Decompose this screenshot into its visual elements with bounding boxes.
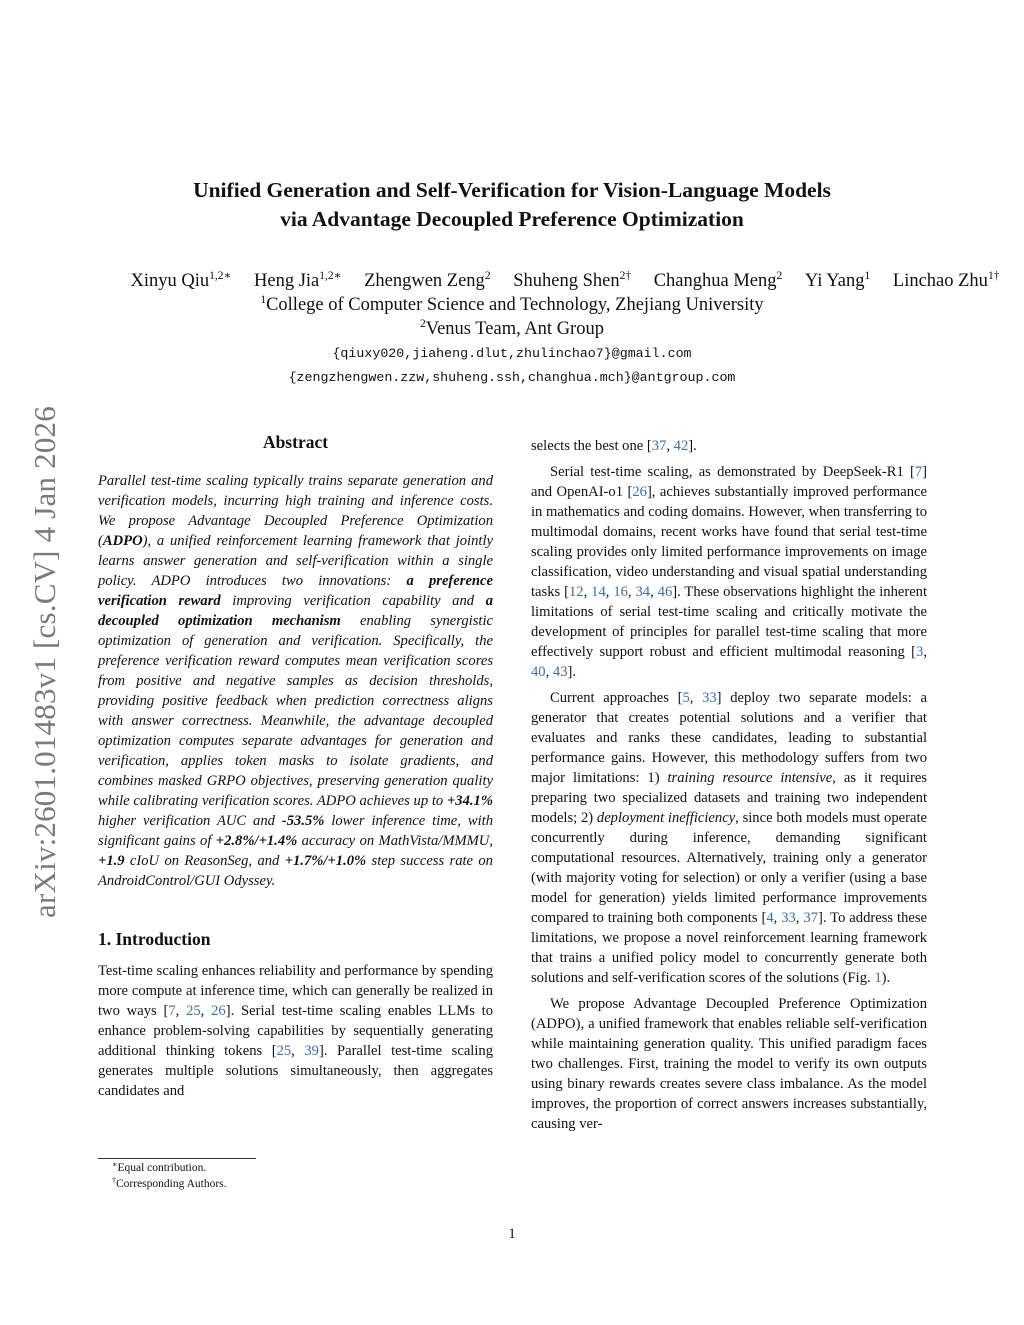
affiliation: $^2$Venus Team, Ant Group <box>420 318 604 339</box>
paper-title <box>0 176 1024 234</box>
author-list <box>100 270 1024 292</box>
citation-link[interactable]: 39 <box>304 1043 319 1059</box>
citation-link[interactable]: 14 <box>591 584 606 600</box>
paragraph: Serial test-time scaling, as demonstrated by DeepSeek-R1 [7] and OpenAI-o1 [26], achieves substantially improved performance in mathematics and coding domains. However, when transferring to multimodal domains, recent works have found that serial test-time scaling provides only limited performance improvements on image classification, video understanding and visual spatial understanding tasks [12, 14, 16, 34, 46]. These observations highlight the inherent limitations of serial test-time scaling and critically motivate the development of principles for parallel test-time scaling that more effectively support robust and efficient multimodal reasoning [3, 40, 43]. <box>531 464 928 680</box>
citation-link[interactable]: 4 <box>766 910 774 926</box>
footnote: ∗Equal contribution. <box>112 1160 207 1174</box>
figure-link[interactable]: 1 <box>874 970 882 986</box>
citation-link[interactable]: 37 <box>803 910 818 926</box>
citation-link[interactable]: 43 <box>552 664 568 680</box>
section-heading: 1. Introduction <box>98 929 211 949</box>
arxiv-identifier: arXiv:2601.01483v1 [cs.CV] 4 Jan 2026 <box>27 406 62 919</box>
abstract-body: Parallel test-time scaling typically trains separate generation and verification models, incurring high training and inference costs. We propose Advantage Decoupled Preference Optimization (ADPO), a unified reinforcement learning framework that jointly learns answer generation and self-verification within a single policy. ADPO introduces two innovations: a preference verification reward improving verification capability and a decoupled optimization mechanism enabling synergistic optimization of generation and verification. Specifically, the preference verification reward computes mean verification scores from positive and negative samples as decision thresholds, providing positive feedback when prediction correctness aligns with answer correctness. Meanwhile, the advantage decoupled optimization computes separate advantages for generation and verification, applies token masks to isolate gradients, and combines masked GRPO objectives, preserving generation quality while calibrating verification scores. ADPO achieves up to +34.1% higher verification AUC and -53.5% lower inference time, with significant gains of +2.8%/+1.4% accuracy on MathVista/MMMU, +1.9 cIoU on ReasonSeg, and +1.7%/+1.0% step success rate on AndroidControl/GUI Odyssey. <box>98 473 493 889</box>
citation-link[interactable]: 16 <box>613 584 628 600</box>
paragraph-continuation: selects the best one [37, 42]. <box>531 438 697 454</box>
page-number: 1 <box>508 1226 516 1242</box>
author: Heng Jia$^{1,2∗}$ <box>254 270 342 291</box>
email-line: {zengzhengwen.zzw,shuheng.ssh,changhua.mch}@antgroup.com <box>288 370 736 385</box>
citation-link[interactable]: 25 <box>276 1043 292 1059</box>
author: Linchao Zhu$^{1\dagger}$ <box>892 270 1000 291</box>
citation-link[interactable]: 12 <box>568 584 584 600</box>
title-line-2: via Advantage Decoupled Preference Optimization <box>280 207 744 231</box>
paragraph: Current approaches [5, 33] deploy two separate models: a generator that creates potential solutions and a verifier that evaluates and ranks these candidates, leading to substantial performance gains. However, this methodology suffers from two major limitations: 1) training resource intensive, as it requires preparing two specialized datasets and training two independent models; 2) deployment inefficiency, since both models must operate concurrently during inference, demanding significant computational resources. Alternatively, training only a generator (with majority voting for selection) or only a verifier (using a base model for generation) yields limited performance improvements compared to training both components [4, 33, 37]. To address these limitations, we propose a novel reinforcement learning framework that trains a unified policy model to concurrently generate both solutions and self-verification scores of the solutions (Fig. 1). <box>531 690 928 986</box>
author: Yi Yang$^1$ <box>804 270 871 291</box>
footnote: †Corresponding Authors. <box>112 1176 227 1190</box>
citation-link[interactable]: 40 <box>531 664 546 680</box>
citation-link[interactable]: 25 <box>186 1003 201 1019</box>
title-line-1: Unified Generation and Self-Verification for Vision-Language Models <box>193 178 831 202</box>
citation-link[interactable]: 7 <box>914 464 923 480</box>
footnotes <box>112 1160 227 1192</box>
author: Changhua Meng$^2$ <box>653 270 783 291</box>
citation-link[interactable]: 7 <box>168 1003 176 1019</box>
paragraph: We propose Advantage Decoupled Preference Optimization (ADPO), a unified framework that enables reliable self-verification while maintaining generation quality. This unified paradigm faces two challenges. First, training the model to verify its own outputs using binary rewards creates severe class imbalance. As the model improves, the proportion of correct answers increases substantially, causing ver- <box>531 996 927 1132</box>
author: Zhengwen Zeng$^2$ <box>364 270 491 291</box>
citation-link[interactable]: 3 <box>916 644 924 660</box>
citation-link[interactable]: 42 <box>673 438 689 454</box>
author: Xinyu Qiu$^{1,2∗}$ <box>130 270 232 291</box>
right-column <box>531 436 927 1134</box>
abstract-heading: Abstract <box>262 432 329 452</box>
citation-link[interactable]: 37 <box>651 438 667 454</box>
affiliation: $^1$College of Computer Science and Technology, Zhejiang University <box>260 294 764 315</box>
email-line: {qiuxy020,jiaheng.dlut,zhulinchao7}@gmail.com <box>332 346 692 361</box>
left-column <box>98 432 493 1101</box>
citation-link[interactable]: 46 <box>657 584 673 600</box>
citation-link[interactable]: 26 <box>632 484 647 500</box>
author: Shuheng Shen$^{2\dagger}$ <box>513 270 632 291</box>
citation-link[interactable]: 34 <box>635 584 651 600</box>
citation-link[interactable]: 33 <box>781 910 796 926</box>
citation-link[interactable]: 33 <box>702 690 717 706</box>
footnote-divider <box>98 1158 256 1159</box>
citation-link[interactable]: 26 <box>211 1003 226 1019</box>
intro-paragraph: Test-time scaling enhances reliability and performance by spending more compute at inference time, which can generally be realized in two ways [7, 25, 26]. Serial test-time scaling enables LLMs to enhance problem-solving capabilities by sequentially generating additional thinking tokens [25, 39]. Parallel test-time scaling generates multiple solutions simultaneously, then aggregates candidates and <box>98 963 494 1099</box>
citation-link[interactable]: 5 <box>682 690 690 706</box>
